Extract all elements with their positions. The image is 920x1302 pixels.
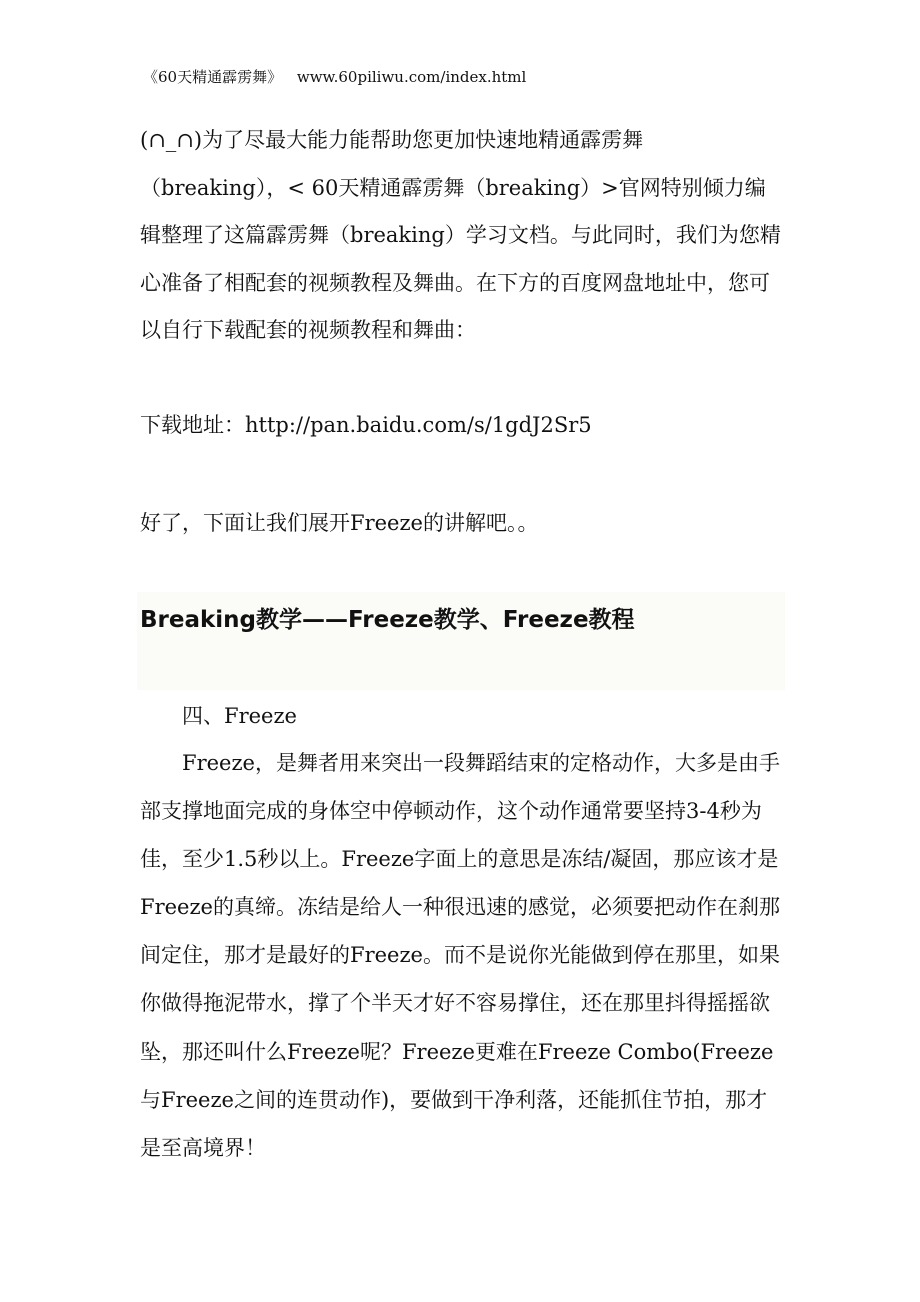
section-title: 四、Freeze [182, 704, 297, 728]
section-heading: Breaking教学——Freeze教学、Freeze教程 [140, 607, 635, 633]
intro-paragraph: (∩_∩)为了尽最大能力能帮助您更加快速地精通霹雳舞（breaking），< 60天精通霹雳舞（breaking）>官网特别倾力编辑整理了这篇霹雳舞（breaking）学习文档。与此同时，我们为您精心准备了相配套的视频教程及舞曲。在下方的百度网盘地址中，您可以自行下载配套的视频教程和舞曲： [140, 128, 781, 342]
section-body [140, 739, 785, 1172]
download-label: 下载地址： [140, 413, 245, 437]
intro-section [140, 117, 785, 355]
closing-line: 好了，下面让我们展开Freeze的讲解吧。。 [140, 511, 539, 535]
download-line [140, 402, 592, 449]
header-url[interactable]: www.60piliwu.com/index.html [296, 68, 527, 86]
download-link[interactable]: http://pan.baidu.com/s/1gdJ2Sr5 [245, 413, 592, 437]
body-paragraph: Freeze，是舞者用来突出一段舞蹈结束的定格动作，大多是由手部支撑地面完成的身体空中停顿动作，这个动作通常要坚持3-4秒为佳，至少1.5秒以上。Freeze字面上的意思是冻结/凝固，那应该才是Freeze的真缔。冻结是给人一种很迅速的感觉，必须要把动作在刹那间定住，那才是最好的Freeze。而不是说你光能做到停在那里，如果你做得拖泥带水，撑了个半天才好不容易撑住，还在那里抖得摇摇欲坠，那还叫什么Freeze呢？Freeze更难在Freeze Combo(Freeze与Freeze之间的连贯动作)，要做到干净利落，还能抓住节拍，那才是至高境界！ [140, 751, 780, 1160]
page-header [143, 66, 526, 87]
header-book-title: 《60天精通霹雳舞》 [143, 68, 283, 86]
